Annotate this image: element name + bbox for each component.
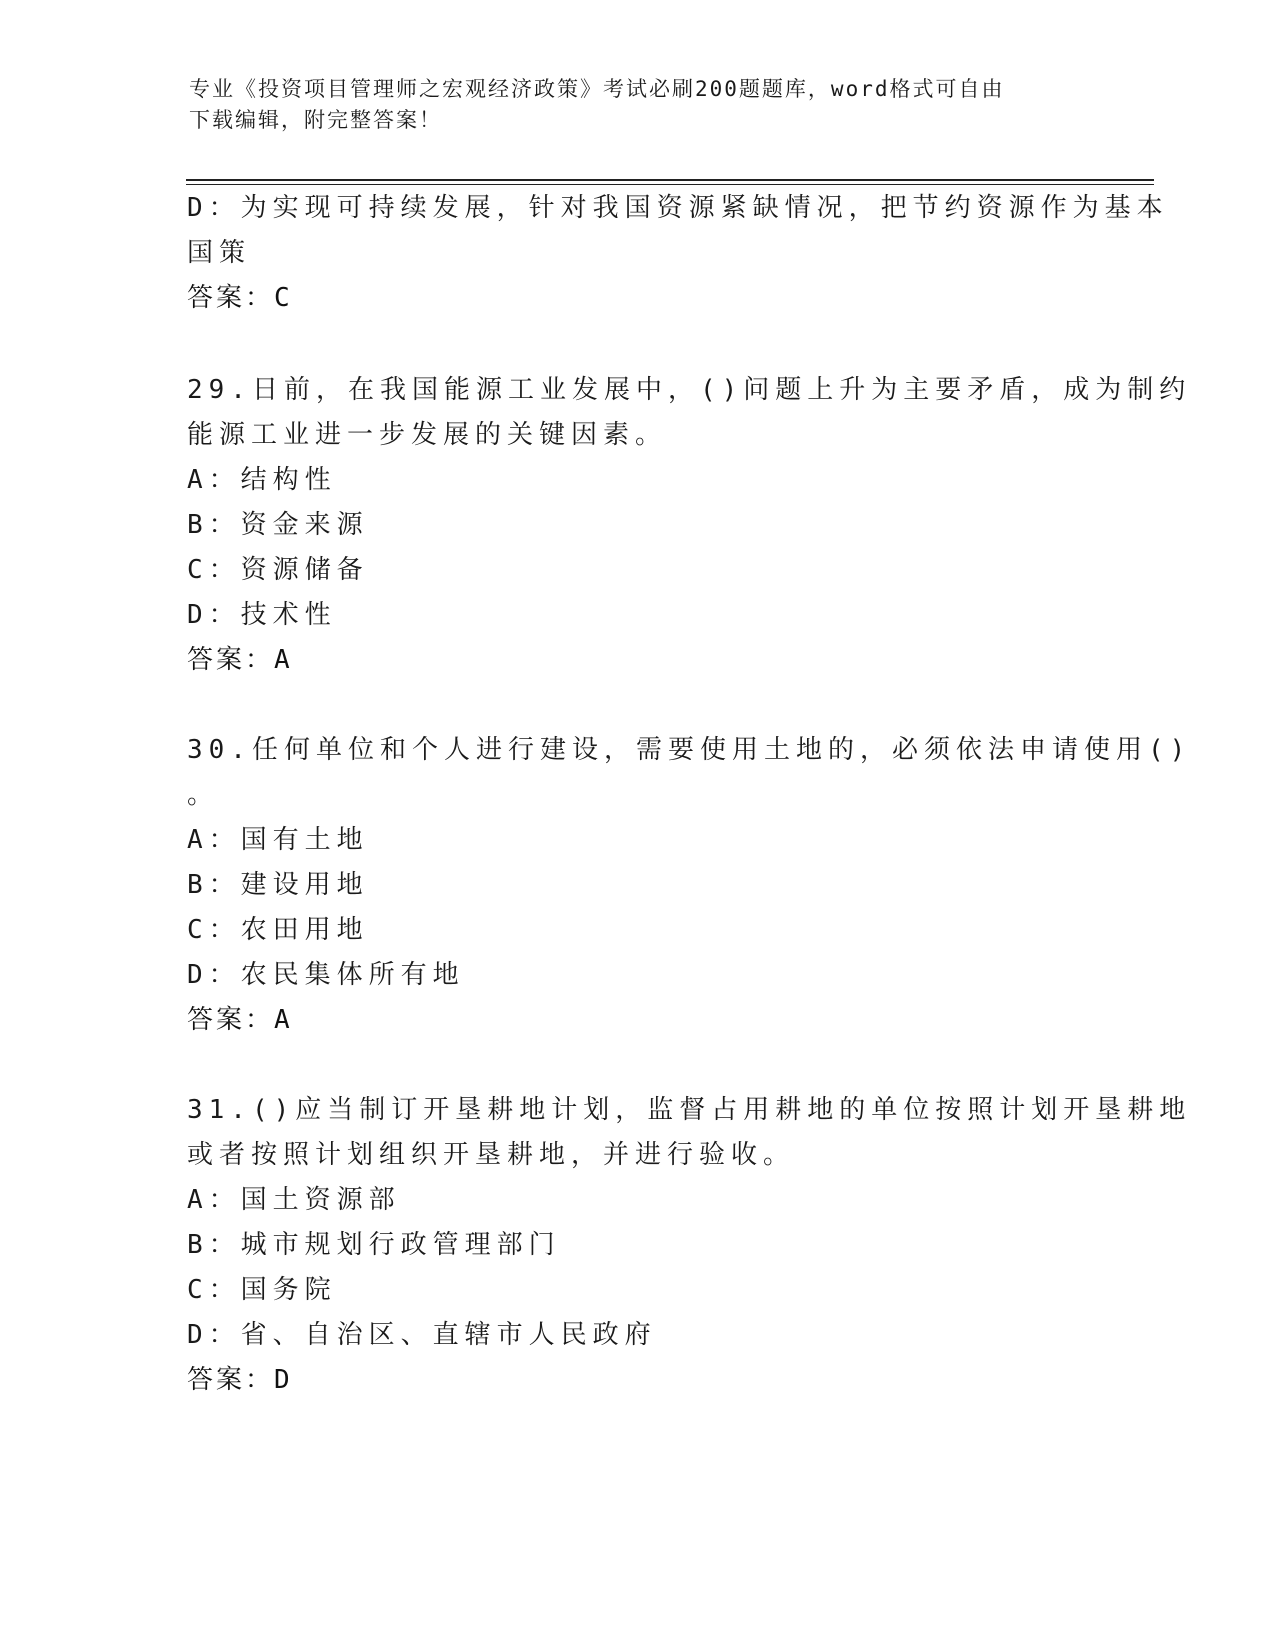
question-31-stem-line-2: 或者按照计划组织开垦耕地，并进行验收。 — [187, 1140, 796, 1170]
question-31-option-b: B：城市规划行政管理部门 — [187, 1230, 561, 1260]
header-line-2: 下载编辑，附完整答案！ — [189, 108, 442, 132]
question-29-stem-line-1: 29.日前，在我国能源工业发展中，()问题上升为主要矛盾，成为制约 — [187, 375, 1192, 405]
question-30-option-c: C：农田用地 — [187, 915, 369, 945]
question-31-option-c: C：国务院 — [187, 1275, 337, 1305]
question-29-option-b: B：资金来源 — [187, 510, 369, 540]
question-29-option-d: D：技术性 — [187, 600, 337, 630]
question-31-option-d: D：省、自治区、直辖市人民政府 — [187, 1320, 657, 1350]
question-29-option-a: A：结构性 — [187, 465, 337, 495]
header-divider-thin — [186, 184, 1154, 185]
document-header — [189, 74, 1089, 136]
question-30-option-a: A：国有土地 — [187, 825, 369, 855]
question-29-answer: 答案：A — [187, 645, 293, 675]
question-31-option-a: A：国土资源部 — [187, 1185, 401, 1215]
question-30-option-b: B：建设用地 — [187, 870, 369, 900]
question-30-answer: 答案：A — [187, 1005, 293, 1035]
question-30-stem-line-2: 。 — [187, 780, 220, 810]
question-29-option-c: C：资源储备 — [187, 555, 369, 585]
question-30-stem-line-1: 30.任何单位和个人进行建设，需要使用土地的，必须依法申请使用() — [187, 735, 1192, 765]
question-31-answer: 答案：D — [187, 1365, 293, 1395]
question-31-stem-line-1: 31.()应当制订开垦耕地计划，监督占用耕地的单位按照计划开垦耕地 — [187, 1095, 1192, 1125]
prev-question-option-d-line-2: 国策 — [187, 238, 252, 268]
header-line-1: 专业《投资项目管理师之宏观经济政策》考试必刷200题题库，word格式可自由 — [189, 77, 1005, 101]
prev-question-answer: 答案：C — [187, 283, 293, 313]
prev-question-option-d-line-1: D：为实现可持续发展，针对我国资源紧缺情况，把节约资源作为基本 — [187, 193, 1169, 223]
question-29-stem-line-2: 能源工业进一步发展的关键因素。 — [187, 420, 668, 450]
header-divider-thick — [186, 179, 1154, 181]
question-30-option-d: D：农民集体所有地 — [187, 960, 465, 990]
